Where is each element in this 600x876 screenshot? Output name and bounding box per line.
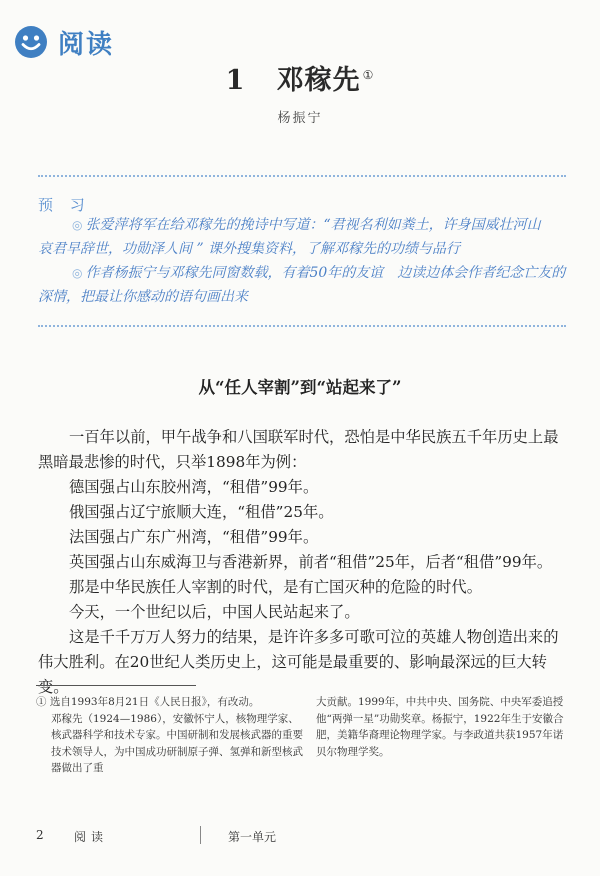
paragraph: 俄国强占辽宁旅顺大连，“租借”25年。 [69,503,334,521]
paragraph: 法国强占广东广州湾，“租借”99年。 [69,528,319,546]
lesson-title [0,58,600,97]
paragraph: 那是中华民族任人宰割的时代，是有亡国灭种的危险的时代。 [69,578,483,596]
preview-heading: 预 习 [38,196,91,214]
lesson-name: 邓稼先 [276,65,361,96]
article-body [38,425,568,700]
preview-item: ◎ 张爱萍将军在给邓稼先的挽诗中写道：“君视名利如粪土，许身国威壮河山 哀君早辞世，功勋泽人间 ” 课外搜集资料，了解邓稼先的功绩与品行 [38,217,555,257]
page-footer [36,828,566,848]
paragraph: 今天，一个世纪以后，中国人民站起来了。 [69,603,360,621]
footnote-text: 邓稼先（1924—1986），安徽怀宁人，核物理学家、核武器科学和技术专家。中国研制和发展核武器的重要技术领导人，为中国成功研制原子弹、氢弹和新型核武器做出了重 [51,712,303,774]
paragraph: 德国强占山东胶州湾，“租借”99年。 [69,478,319,496]
footnote-column-right: 大贡献。1999年，中共中央、国务院、中央军委追授他“两弹一星”功勋奖章。杨振宁，1922年生于安徽合肥，美籍华裔理论物理学家。与李政道共获1957年诺贝尔物理学奖。 [316,696,564,758]
section-header [14,22,114,62]
footnote-rule [36,685,196,686]
author-name: 杨振宁 [277,111,323,126]
paragraph: 这是千千万万人努力的结果，是许许多多可歌可泣的英雄人物创造出来的伟大胜利。在20世纪人类历史上，这可能是最重要的、影响最深远的巨大转变。 [38,628,559,696]
footer-divider [200,826,201,844]
footnote-marker[interactable]: ① [362,68,375,82]
footnote-source: 选自1993年8月21日《人民日报》，有改动。 [49,696,260,708]
paragraph: 英国强占山东威海卫与香港新界，前者“租借”25年，后者“租借”99年。 [69,553,553,571]
footnote-mark: ① [36,696,47,708]
smiley-icon [14,25,48,59]
bullet-icon: ◎ [72,266,83,280]
bullet-icon: ◎ [72,218,83,232]
footnote-column-left [36,694,304,777]
paragraph: 一百年以前，甲午战争和八国联军时代，恐怕是中华民族五千年历史上最黑暗最悲惨的时代，只举1898年为例： [38,428,559,471]
page-number: 2 [36,828,44,842]
footer-unit: 第一单元 [228,830,277,844]
preview-box [38,213,568,309]
section-name: 阅读 [58,29,115,60]
divider-bottom [38,325,566,327]
preview-item: ◎ 作者杨振宁与邓稼先同窗数载，有着50年的友谊 边读边体会作者纪念亡友的深情，把最让你感动的语句画出来 [38,265,566,305]
lesson-number: 1 [225,65,246,96]
divider-top [38,175,566,177]
footer-section: 阅读 [74,830,109,844]
article-title: 从“任人宰割”到“站起来了” [198,378,402,397]
